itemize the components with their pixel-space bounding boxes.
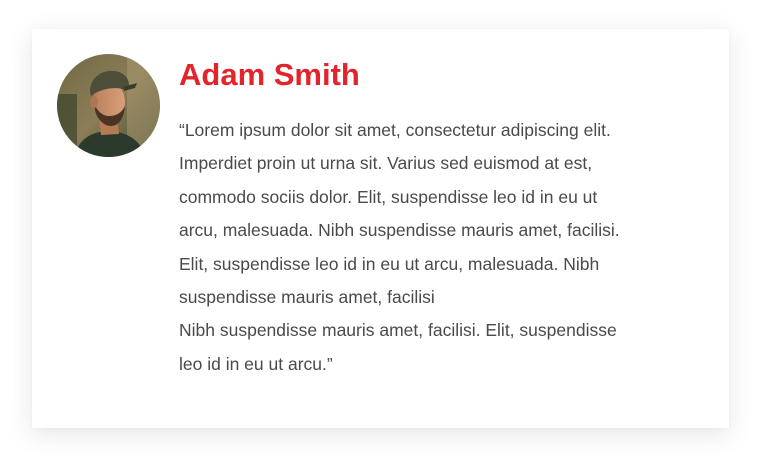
quote-line: Nibh suspendisse mauris amet, facilisi. Elit, suspendisse xyxy=(179,320,617,341)
quote-line: “Lorem ipsum dolor sit amet, consectetur adipiscing elit. xyxy=(179,120,611,140)
testimonial-quote xyxy=(179,114,699,381)
avatar xyxy=(57,54,160,157)
quote-line: arcu, malesuada. Nibh suspendisse mauris amet, facilisi. xyxy=(179,220,620,241)
avatar-photo xyxy=(57,54,160,157)
person-name: Adam Smith xyxy=(179,57,360,92)
testimonial-card xyxy=(32,29,729,428)
quote-line: leo id in eu ut arcu.” xyxy=(179,353,333,374)
quote-line: commodo sociis dolor. Elit, suspendisse leo id in eu ut xyxy=(179,186,598,207)
quote-line: Imperdiet proin ut urna sit. Varius sed euismod at est, xyxy=(179,153,593,174)
quote-line: Elit, suspendisse leo id in eu ut arcu, malesuada. Nibh xyxy=(179,253,600,274)
quote-line: suspendisse mauris amet, facilisi xyxy=(179,287,435,308)
